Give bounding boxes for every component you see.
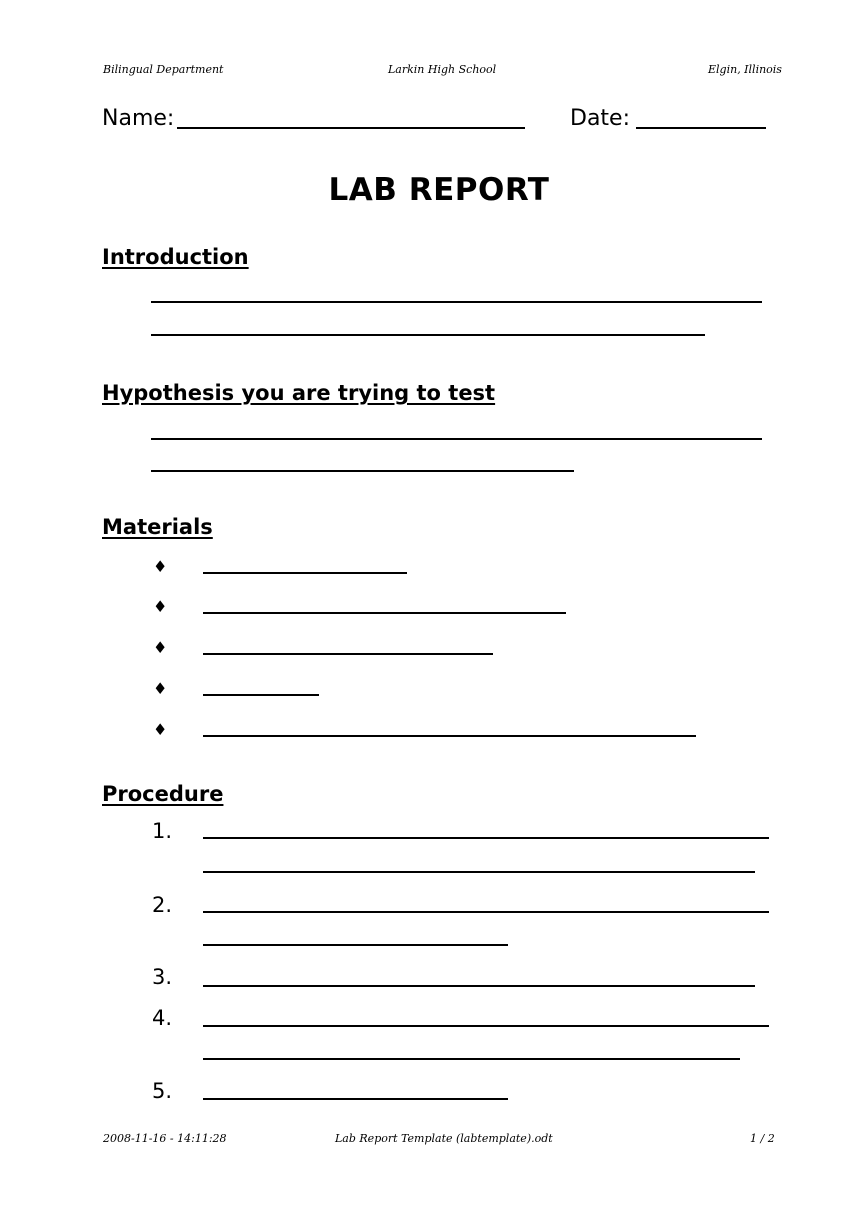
footer-timestamp: 2008-11-16 - 14:11:28 — [103, 1132, 227, 1145]
diamond-bullet-icon: ♦ — [153, 597, 168, 616]
diamond-bullet-icon: ♦ — [153, 679, 168, 698]
section-heading-hypothesis: Hypothesis you are trying to test — [102, 381, 496, 405]
procedure-step-number: 2. — [152, 893, 173, 917]
diamond-bullet-icon: ♦ — [153, 557, 168, 576]
date-blank-line[interactable] — [636, 127, 766, 129]
procedure-step-number: 3. — [152, 965, 173, 989]
procedure-step-blank-line[interactable] — [203, 837, 769, 839]
procedure-step-blank-line[interactable] — [203, 911, 769, 913]
section-heading-procedure: Procedure — [102, 782, 224, 806]
header-school: Larkin High School — [388, 63, 497, 76]
procedure-step-number: 1. — [152, 819, 173, 843]
procedure-step-number: 5. — [152, 1079, 173, 1103]
procedure-step-blank-line[interactable] — [203, 985, 755, 987]
footer-filename: Lab Report Template (labtemplate).odt — [335, 1132, 553, 1145]
diamond-bullet-icon: ♦ — [153, 720, 168, 739]
name-label: Name: — [102, 106, 175, 131]
procedure-step-blank-line[interactable] — [203, 1098, 508, 1100]
page-title: LAB REPORT — [328, 172, 550, 208]
hypothesis-blank-line[interactable] — [151, 438, 762, 440]
procedure-step-number: 4. — [152, 1006, 173, 1030]
procedure-step-blank-line[interactable] — [203, 944, 508, 946]
section-heading-introduction: Introduction — [102, 245, 249, 269]
section-heading-materials: Materials — [102, 515, 213, 539]
name-blank-line[interactable] — [177, 127, 525, 129]
footer-page-number: 1 / 2 — [750, 1132, 775, 1145]
procedure-step-blank-line[interactable] — [203, 1058, 740, 1060]
diamond-bullet-icon: ♦ — [153, 638, 168, 657]
date-label: Date: — [570, 106, 630, 131]
introduction-blank-line[interactable] — [151, 301, 762, 303]
materials-item-blank-line[interactable] — [203, 653, 493, 655]
materials-item-blank-line[interactable] — [203, 612, 566, 614]
header-location: Elgin, Illinois — [708, 63, 782, 76]
introduction-blank-line[interactable] — [151, 334, 705, 336]
materials-item-blank-line[interactable] — [203, 735, 696, 737]
materials-item-blank-line[interactable] — [203, 572, 407, 574]
materials-item-blank-line[interactable] — [203, 694, 319, 696]
procedure-step-blank-line[interactable] — [203, 1025, 769, 1027]
header-department: Bilingual Department — [103, 63, 224, 76]
hypothesis-blank-line[interactable] — [151, 470, 574, 472]
procedure-step-blank-line[interactable] — [203, 871, 755, 873]
